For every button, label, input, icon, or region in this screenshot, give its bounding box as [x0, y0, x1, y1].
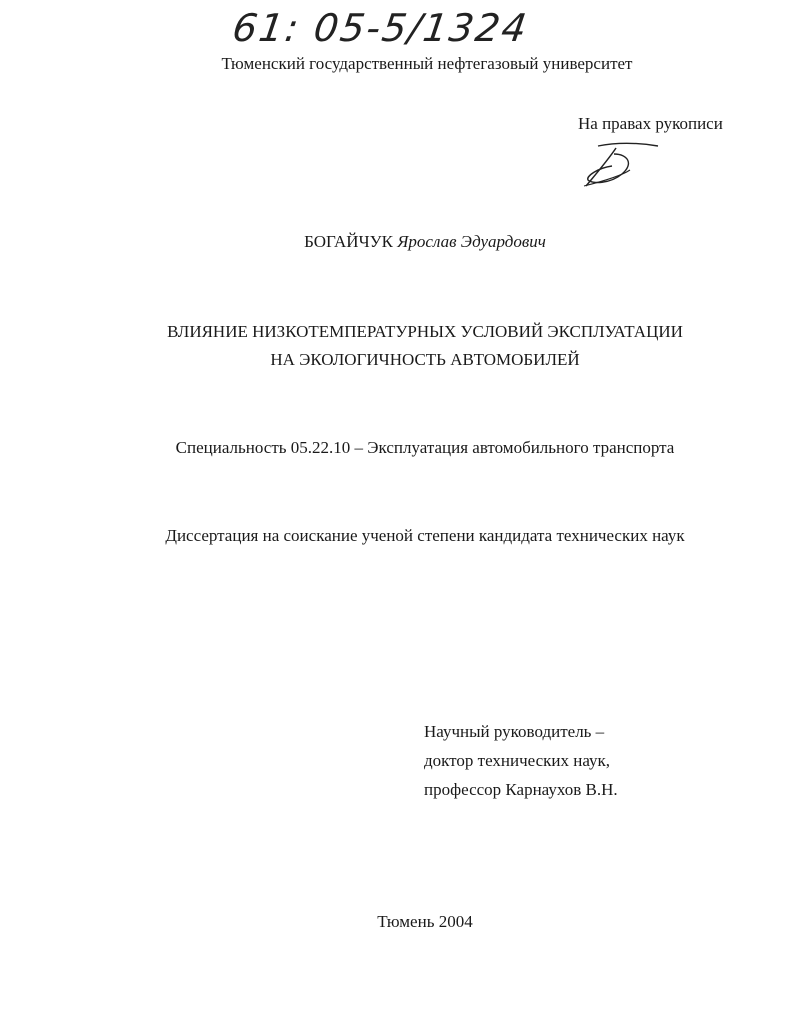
dissertation-title [26, 318, 798, 374]
author-given-names: Ярослав Эдуардович [397, 232, 546, 251]
supervisor-line-3: профессор Карнаухов В.Н. [424, 780, 618, 799]
supervisor-block [424, 717, 618, 804]
dissertation-degree-line: Диссертация на соискание ученой степени кандидата технических наук [165, 526, 685, 545]
specialty-line: Специальность 05.22.10 – Эксплуатация автомобильного транспорта [175, 438, 675, 457]
city-year: Тюмень 2004 [377, 912, 473, 931]
archive-number-handwritten: 61: 05-5/1324 [229, 6, 532, 50]
title-line-1: ВЛИЯНИЕ НИЗКОТЕМПЕРАТУРНЫХ УСЛОВИЙ ЭКСПЛУАТАЦИИ [167, 322, 683, 341]
supervisor-line-2: доктор технических наук, [424, 751, 611, 770]
manuscript-rights-label: На правах рукописи [578, 114, 723, 133]
university-name: Тюменский государственный нефтегазовый университет [221, 54, 633, 73]
title-line-2: НА ЭКОЛОГИЧНОСТЬ АВТОМОБИЛЕЙ [270, 350, 580, 369]
supervisor-line-1: Научный руководитель – [424, 722, 605, 741]
author-signature [578, 140, 668, 192]
author-name [26, 232, 798, 252]
author-surname: БОГАЙЧУК [304, 232, 393, 251]
